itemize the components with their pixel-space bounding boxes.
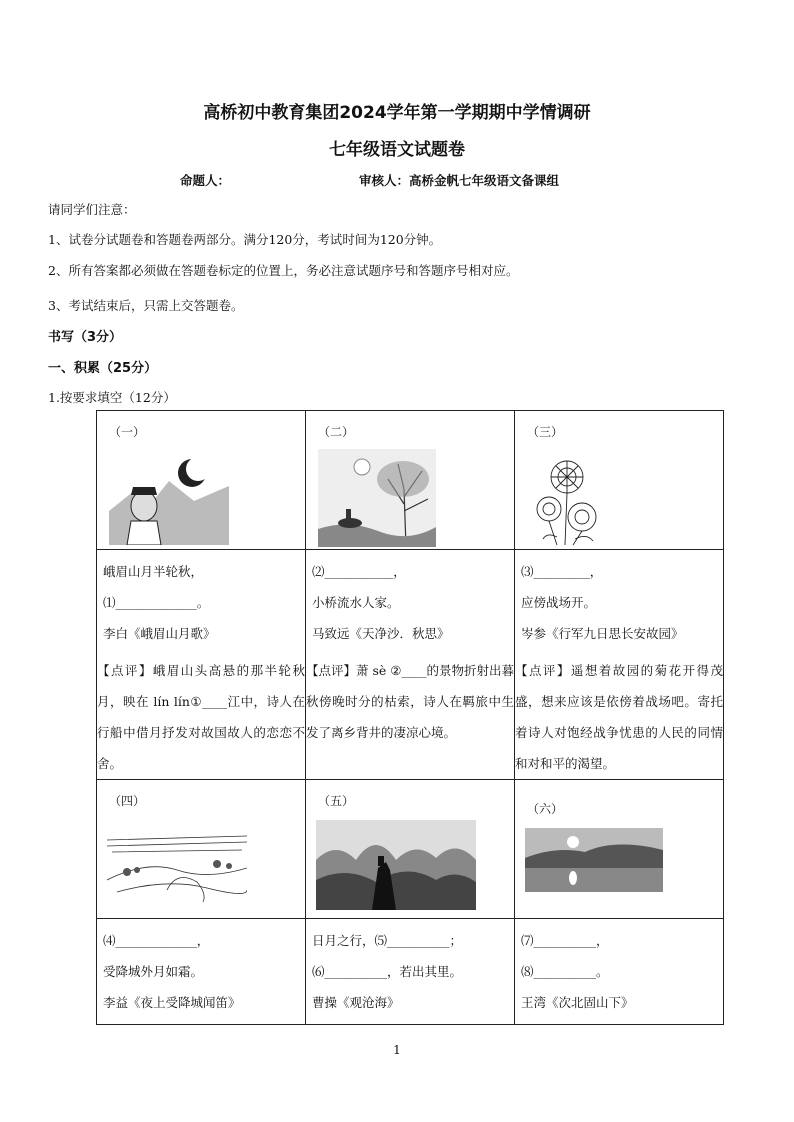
poem-cell-3 bbox=[515, 550, 724, 780]
page-number: 1 bbox=[393, 1043, 401, 1057]
blank-7[interactable]: ⑺__________， bbox=[521, 933, 609, 948]
poem-cell-1 bbox=[97, 550, 306, 780]
image-cell-4 bbox=[97, 780, 306, 919]
notice-heading: 请同学们注意： bbox=[48, 202, 136, 217]
sea-cliff-illustration bbox=[316, 820, 476, 910]
blank-4[interactable]: ⑷_____________， bbox=[103, 933, 210, 948]
cell-label-2: （二） bbox=[318, 425, 355, 439]
poem-source: 李益《夜上受降城闻笛》 bbox=[103, 995, 241, 1010]
poem-line: 峨眉山月半轮秋， bbox=[103, 564, 204, 579]
comment-1: 【点评】峨眉山头高悬的那半轮秋月，映在 lín lín①____江中，诗人在行船中借月抒发对故国故人的恋恋不舍。 bbox=[97, 663, 305, 771]
poem-cell-2 bbox=[306, 550, 515, 780]
poem-source: 马致远《天净沙．秋思》 bbox=[312, 626, 450, 641]
notice-item-1: 1、试卷分试题卷和答题卷两部分。满分120分，考试时间为120分钟。 bbox=[48, 232, 442, 247]
cell-label-3: （三） bbox=[527, 425, 564, 439]
autumn-traveler-illustration bbox=[318, 449, 436, 547]
blank-8[interactable]: ⑻__________。 bbox=[521, 964, 609, 979]
image-cell-3 bbox=[515, 411, 724, 550]
comment-2: 【点评】萧 sè ②____的景物折射出暮秋傍晚时分的枯索，诗人在羁旅中生发了离乡背井的凄凉心境。 bbox=[306, 663, 514, 740]
poem-line: 受降城外月如霜。 bbox=[103, 964, 204, 979]
cell-label-4: （四） bbox=[109, 794, 146, 808]
comment-3: 【点评】遥想着故园的菊花开得茂盛，想来应该是依傍着战场吧。寄托着诗人对饱经战争忧患的人民的同情和对和平的渴望。 bbox=[515, 663, 723, 771]
cell-label-5: （五） bbox=[318, 794, 355, 808]
poem-cell-4 bbox=[97, 919, 306, 1025]
poem-grid bbox=[96, 410, 724, 1025]
poem-source: 曹操《观沧海》 bbox=[312, 995, 400, 1010]
cell-label-1: （一） bbox=[109, 425, 146, 439]
exam-title: 高桥初中教育集团2024学年第一学期期中学情调研 bbox=[203, 103, 591, 123]
moon-poet-illustration bbox=[109, 451, 229, 545]
poem-source: 李白《峨眉山月歌》 bbox=[103, 626, 216, 641]
blank-5[interactable]: 日月之行，⑸__________； bbox=[312, 933, 463, 948]
notice-item-2: 2、所有答案都必须做在答题卷标定的位置上，务必注意试题序号和答题序号相对应。 bbox=[48, 263, 519, 278]
poem-source: 岑参《行军九日思长安故园》 bbox=[521, 626, 684, 641]
blank-1[interactable]: ⑴_____________。 bbox=[103, 595, 210, 610]
poem-source: 王湾《次北固山下》 bbox=[521, 995, 634, 1010]
frontier-city-illustration bbox=[107, 820, 247, 910]
image-cell-6 bbox=[515, 780, 724, 919]
accumulation-section-heading: 一、积累（25分） bbox=[48, 361, 158, 376]
poem-cell-5 bbox=[306, 919, 515, 1025]
image-cell-5 bbox=[306, 780, 515, 919]
blank-3[interactable]: ⑶_________， bbox=[521, 564, 603, 579]
cell-label-6: （六） bbox=[527, 802, 564, 816]
river-sunrise-illustration bbox=[525, 828, 663, 892]
reviewer-label: 审核人：高桥金帆七年级语文备课组 bbox=[359, 173, 560, 188]
question-1-heading: 1.按要求填空（12分） bbox=[48, 390, 176, 405]
poem-line: 应傍战场开。 bbox=[521, 595, 597, 610]
writing-section-heading: 书写（3分） bbox=[48, 330, 123, 345]
notice-item-3: 3、考试结束后，只需上交答题卷。 bbox=[48, 298, 244, 313]
chrysanthemum-illustration bbox=[527, 447, 607, 547]
image-cell-2 bbox=[306, 411, 515, 550]
poem-cell-6 bbox=[515, 919, 724, 1025]
poem-line: 小桥流水人家。 bbox=[312, 595, 400, 610]
image-cell-1 bbox=[97, 411, 306, 550]
blank-2[interactable]: ⑵___________， bbox=[312, 564, 406, 579]
blank-6[interactable]: ⑹__________，若出其里。 bbox=[312, 964, 463, 979]
setter-label: 命题人： bbox=[180, 173, 231, 188]
exam-subtitle: 七年级语文试题卷 bbox=[329, 140, 465, 160]
